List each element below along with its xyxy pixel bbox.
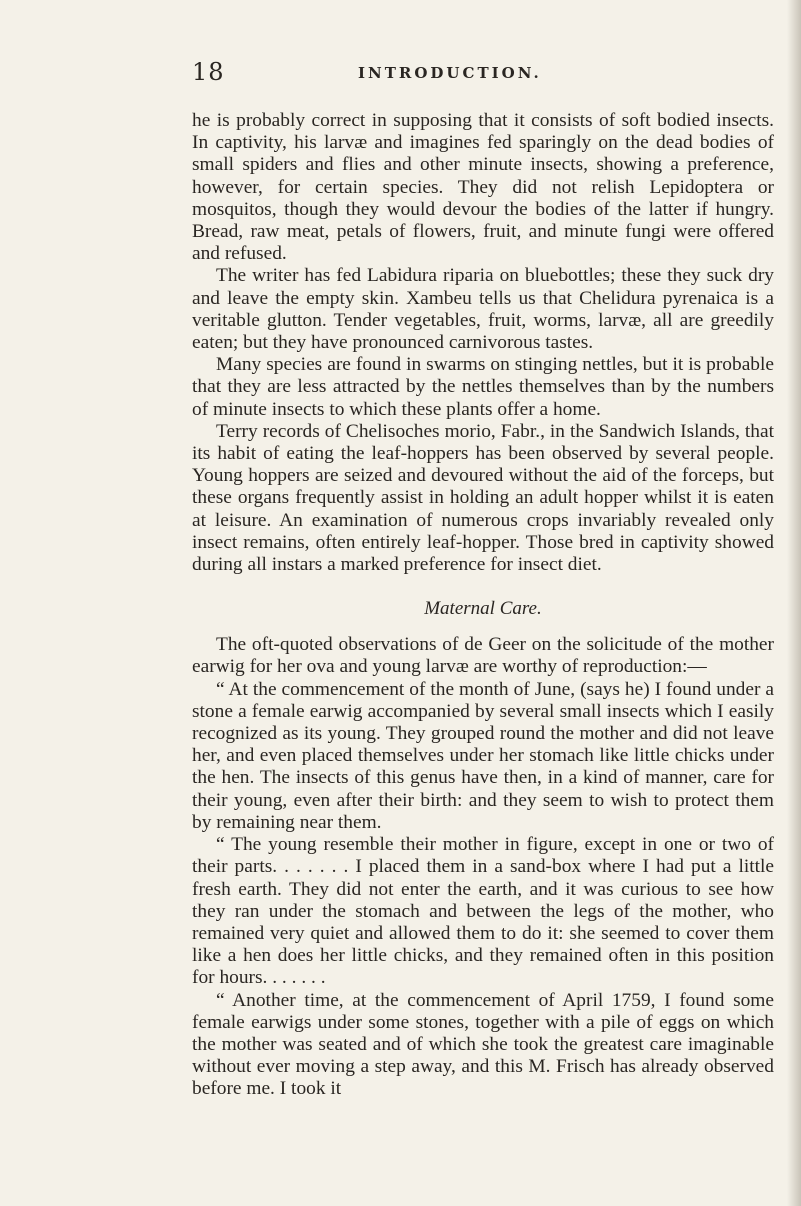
page-header [0, 58, 801, 88]
section-heading: Maternal Care. [424, 598, 542, 620]
paragraph: Terry records of Chelisoches morio, Fabr., in the Sandwich Islands, that its habit of eating the leaf-hoppers has been observed by several people. Young hoppers are seized and devoured without the aid of the forceps, but these organs frequently assist in holding an adult hopper whilst it is eaten at leisure. An examination of numerous crops invariably revealed only insect remains, often entirely leaf-hopper. Those bred in captivity showed during all instars a marked preference for insect diet. [192, 420, 774, 576]
body-text [192, 110, 774, 1101]
paragraph: Many species are found in swarms on stinging nettles, but it is probable that they are less attracted by the nettles themselves than by the numbers of minute insects to which these plants offer a home. [192, 354, 774, 420]
running-head: INTRODUCTION. [358, 64, 542, 82]
page-edge-shadow [787, 0, 801, 1206]
paragraph: The writer has fed Labidura riparia on bluebottles; these they suck dry and leave the empty skin. Xambeu tells us that Chelidura pyrenaica is a veritable glutton. Tender vegetables, fruit, worms, larvæ, all are greedily eaten; but they have pronounced carnivorous tastes. [192, 265, 774, 354]
paragraph: The oft-quoted observations of de Geer on the solicitude of the mother earwig for her ova and young larvæ are worthy of reproduction:— [192, 634, 774, 678]
quote-paragraph: “ Another time, at the commencement of April 1759, I found some female earwigs under some stones, together with a pile of eggs on which the mother was seated and of which she took the greatest care imaginable without ever moving a step away, and this M. Frisch has already observed before me. I took it [192, 989, 774, 1100]
quote-paragraph: “ The young resemble their mother in figure, except in one or two of their parts. . . . . . . I placed them in a sand-box where I had put a little fresh earth. They did not enter the earth, and it was curious to see how they ran under the stomach and between the legs of the mother, who remained very quiet and allowed them to do it: she seemed to cover them like a hen does her little chicks, and they remained often in this position for hours. . . . . . . [192, 834, 774, 989]
page-number: 18 [192, 58, 225, 86]
paragraph: he is probably correct in supposing that it consists of soft bodied insects. In captivity, his larvæ and imagines fed sparingly on the dead bodies of small spiders and flies and other minute insects, showing a preference, however, for certain species. They did not relish Lepidoptera or mosquitos, though they would devour the bodies of the latter if hungry. Bread, raw meat, petals of flowers, fruit, and minute fungi were offered and refused. [192, 110, 774, 265]
quote-paragraph: “ At the commencement of the month of June, (says he) I found under a stone a female earwig accompanied by several small insects which I easily recognized as its young. They grouped round the mother and did not leave her, and even placed themselves under her stomach like little chicks under the hen. The insects of this genus have then, in a kind of manner, care for their young, even after their birth: and they seem to wish to protect them by remaining near them. [192, 678, 774, 833]
